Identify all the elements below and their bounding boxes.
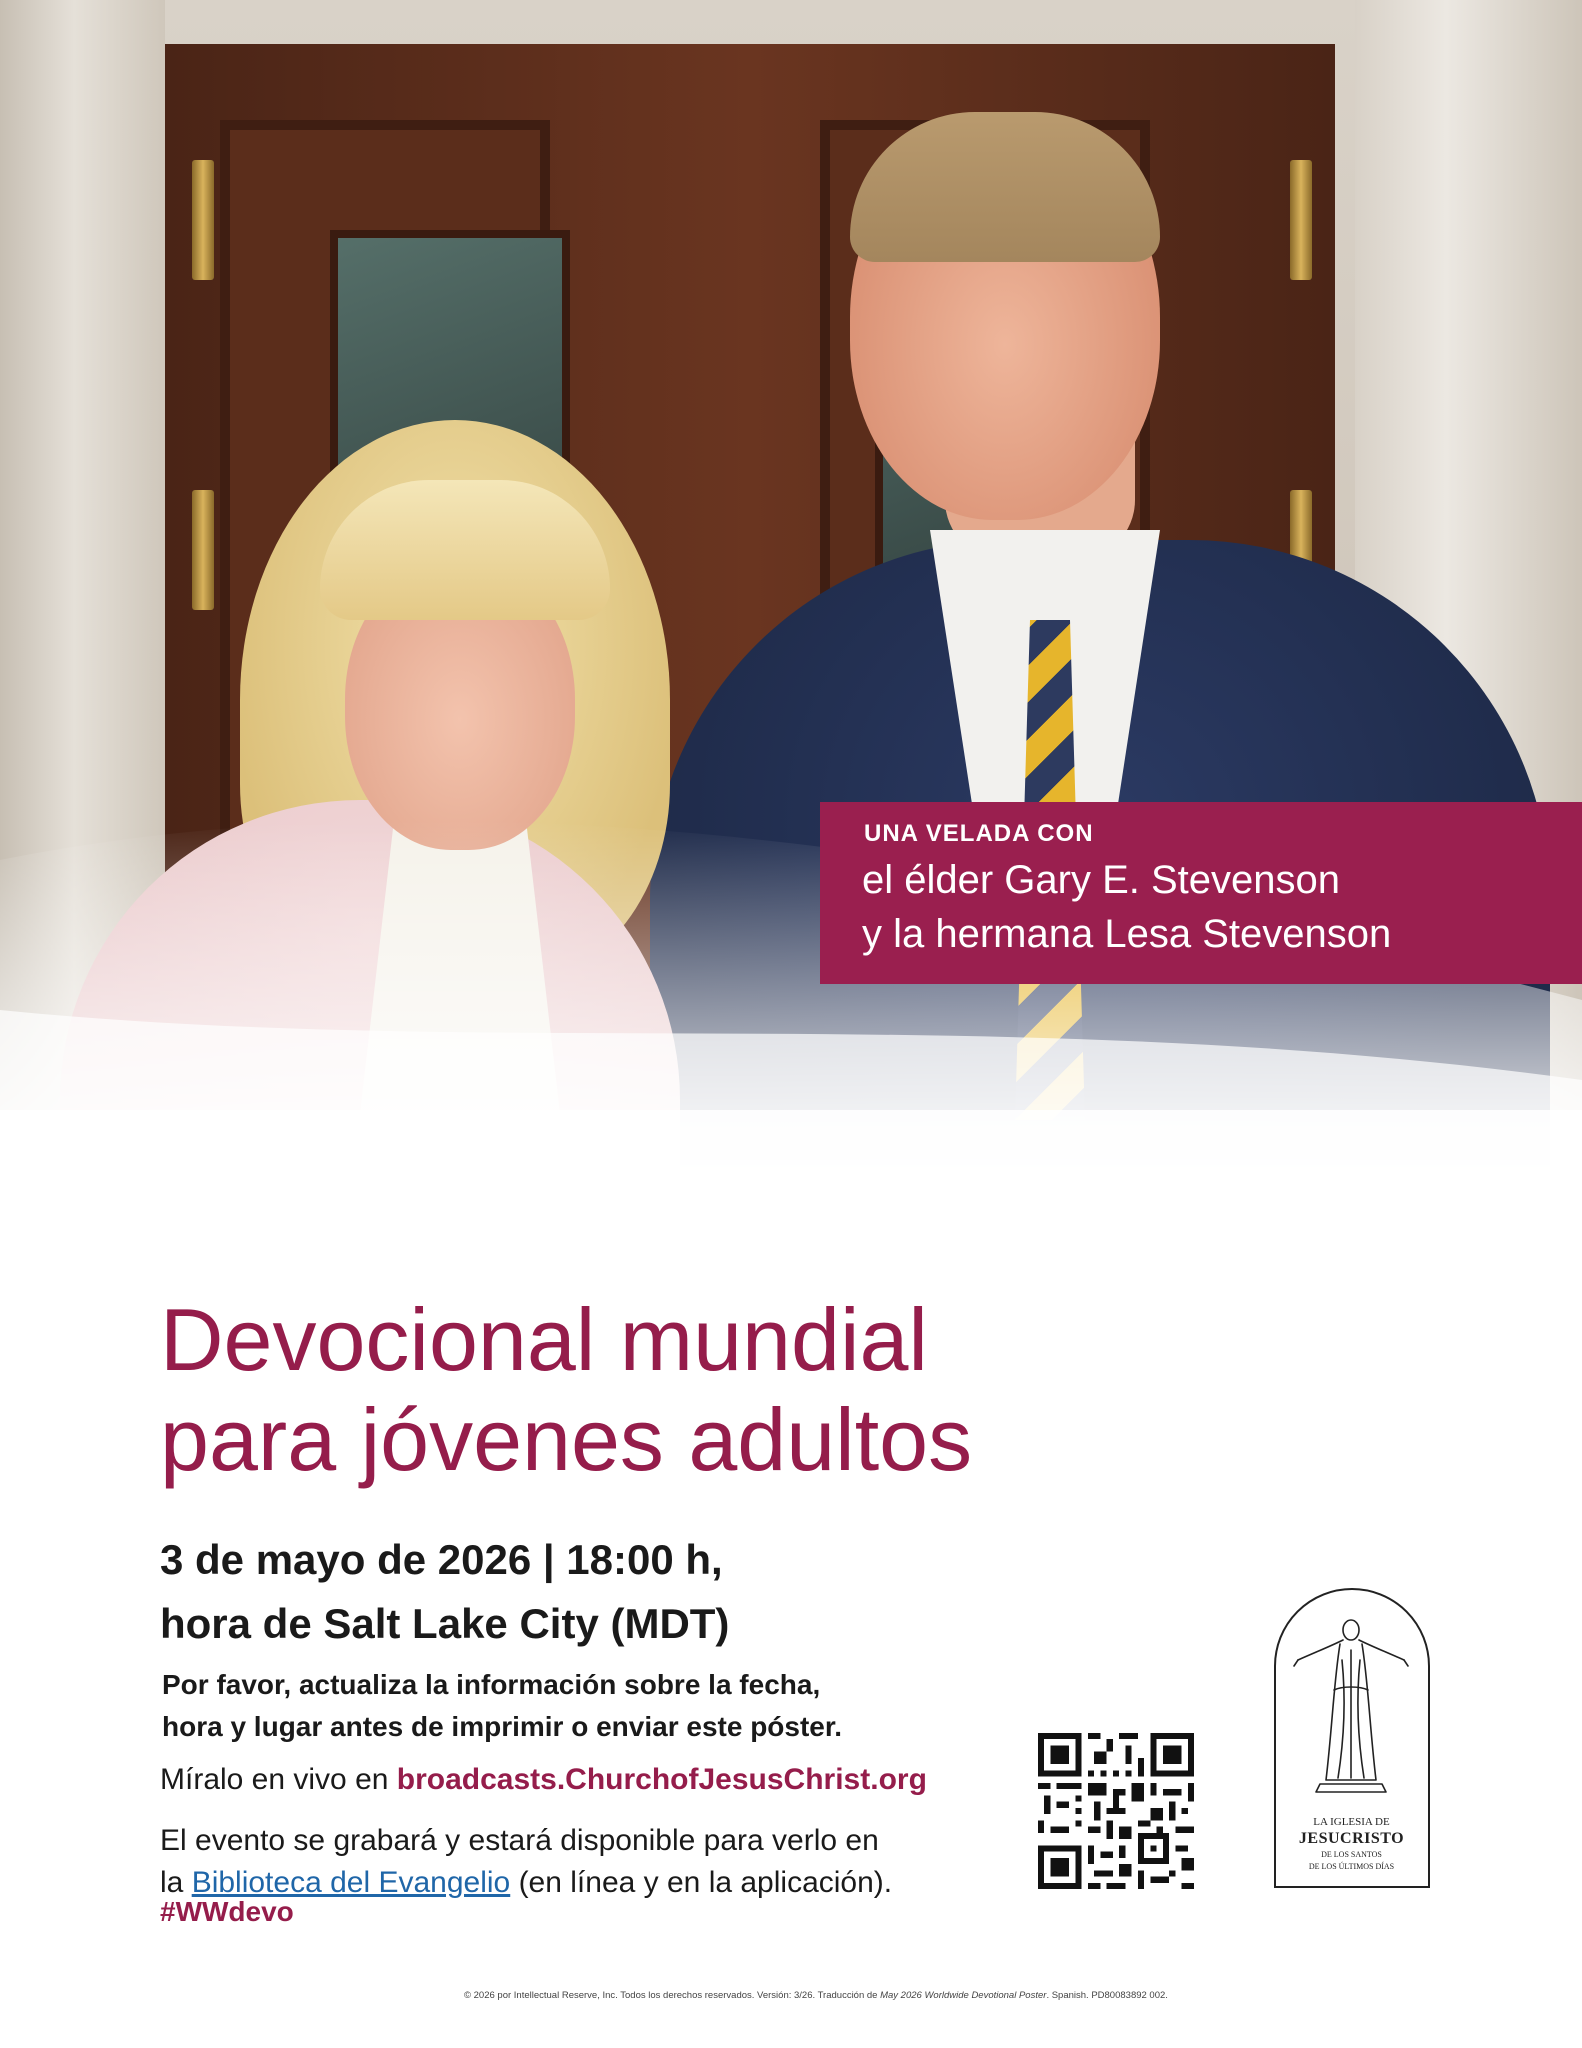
watch-live-prefix: Míralo en vivo en bbox=[160, 1763, 397, 1796]
logo-line-3: DE LOS SANTOS bbox=[1321, 1850, 1382, 1859]
christus-statue-icon bbox=[1276, 1590, 1427, 1800]
event-datetime bbox=[160, 1528, 729, 1656]
speaker-name-1: el élder Gary E. Stevenson bbox=[862, 858, 1341, 902]
recording-prefix: la bbox=[160, 1866, 192, 1899]
event-title-line-1: Devocional mundial bbox=[160, 1290, 928, 1389]
event-title-line-2: para jóvenes adultos bbox=[160, 1390, 973, 1489]
copyright-prefix: © 2026 por Intellectual Reserve, Inc. Todos los derechos reservados. Versión: 3/26. Traducción de bbox=[464, 1990, 881, 2001]
update-notice-line-2: hora y lugar antes de imprimir o enviar este póster. bbox=[162, 1711, 843, 1742]
update-notice bbox=[162, 1664, 842, 1748]
gospel-library-link[interactable]: Biblioteca del Evangelio bbox=[191, 1866, 511, 1899]
update-notice-line-1: Por favor, actualiza la información sobre la fecha, bbox=[162, 1669, 821, 1700]
recording-info bbox=[160, 1820, 892, 1904]
broadcast-link[interactable]: broadcasts.ChurchofJesusChrist.org bbox=[396, 1763, 927, 1796]
banner-kicker: UNA VELADA CON bbox=[864, 820, 1094, 847]
logo-line-2: JESUCRISTO bbox=[1298, 1830, 1405, 1847]
copyright-notice bbox=[464, 1990, 1168, 2001]
church-logo bbox=[1274, 1588, 1430, 1888]
logo-line-1: LA IGLESIA DE bbox=[1313, 1816, 1390, 1828]
event-title bbox=[160, 1290, 972, 1490]
logo-line-4: DE LOS ÚLTIMOS DÍAS bbox=[1308, 1862, 1395, 1871]
speaker-name-2: y la hermana Lesa Stevenson bbox=[862, 912, 1392, 956]
watch-live-text bbox=[160, 1763, 927, 1797]
event-time-zone-line: hora de Salt Lake City (MDT) bbox=[160, 1600, 730, 1647]
qr-code[interactable] bbox=[1038, 1733, 1194, 1889]
recording-suffix: (en línea y en la aplicación). bbox=[510, 1866, 893, 1899]
copyright-title: May 2026 Worldwide Devotional Poster bbox=[880, 1990, 1047, 2001]
speaker-banner bbox=[820, 802, 1582, 984]
event-date-line: 3 de mayo de 2026 | 18:00 h, bbox=[160, 1536, 723, 1583]
hashtag: #WWdevo bbox=[160, 1896, 294, 1927]
copyright-suffix: . Spanish. PD80083892 002. bbox=[1046, 1990, 1168, 2001]
recording-info-line-1: El evento se grabará y estará disponible para verlo en bbox=[160, 1824, 879, 1857]
